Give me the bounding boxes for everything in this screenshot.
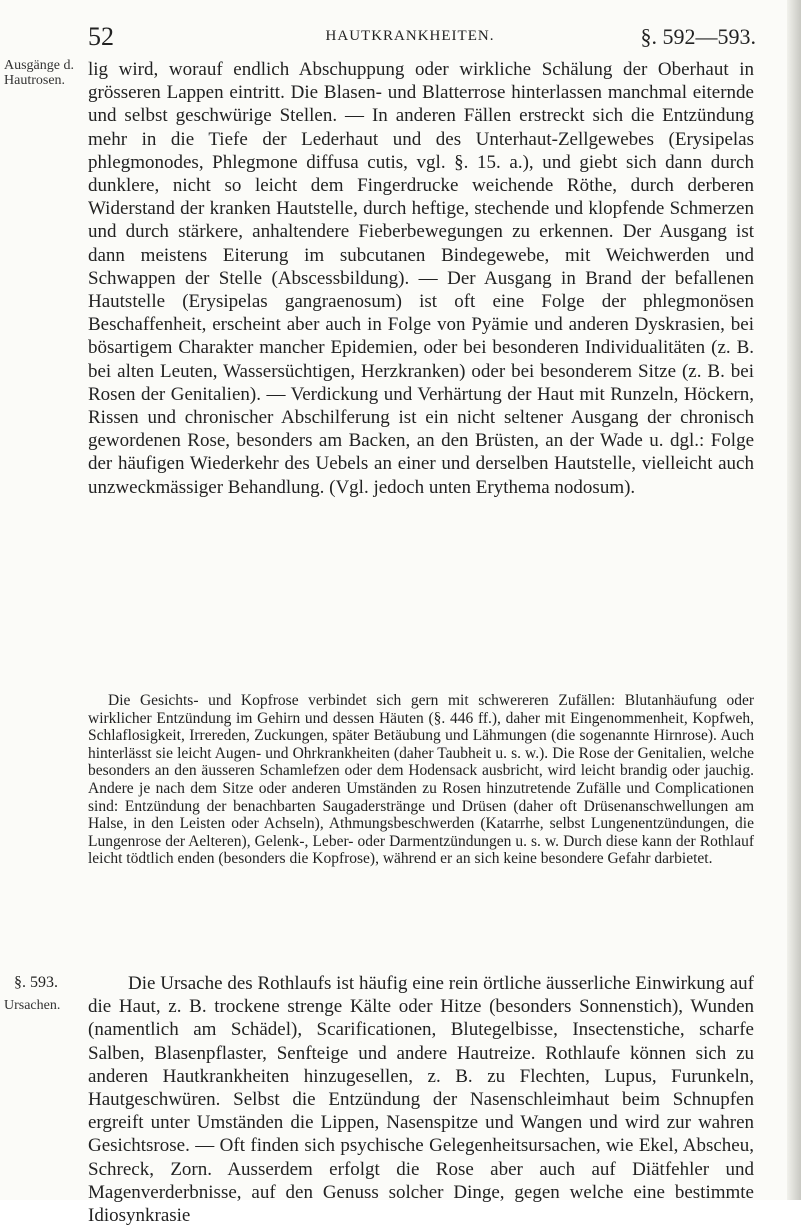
running-title: HAUTKRANKHEITEN. — [325, 28, 495, 44]
margin-note-ursachen: Ursachen. — [4, 998, 61, 1013]
paragraph-ausgaenge: lig wird, worauf endlich Abschuppung oder wirkliche Schälung der Oberhaut in grösseren Lappen eintritt. Die Blasen- und Blatterrose hinterlassen manchmal eiternde und selbst geschwürige Stellen. — In anderen Fällen erstreckt sich die Entzündung mehr in die Tiefe der Lederhaut und des Unterhaut-Zellgewebes (Erysipelas phlegmonodes, Phlegmone diffusa cutis, vgl. §. 15. a.), und giebt sich dann durch dunklere, nicht so leicht dem Fingerdrucke weichende Röthe, durch derberen Widerstand der kranken Hautstelle, durch heftige, stechende und klopfende Schmerzen und durch stärkere, anhaltendere Fieberbewegungen zu erkennen. Der Ausgang ist dann meistens Eiterung im subcutanen Bindegewebe, mit Weichwerden und Schwappen der Stelle (Abscessbildung). — Der Ausgang in Brand der befallenen Hautstelle (Erysipelas gangraenosum) ist oft eine Folge der phlegmonösen Beschaffenheit, erscheint aber auch in Folge von Pyämie und anderen Dyskrasien, bei bösartigem Charakter mancher Epidemien, oder bei besonderen Individualitäten (z. B. bei alten Leuten, Wassersüchtigen, Herzkranken) oder bei besonderem Sitze (z. B. bei Rosen der Genitalien). — Verdickung und Verhärtung der Haut mit Runzeln, Höckern, Rissen und chronischer Abschilferung ist ein nicht seltener Ausgang der chronisch gewordenen Rose, besonders am Backen, an den Brüsten, an der Wade u. dgl.: Folge der häufigen Wiederkehr des Uebels an einer und derselben Hautstelle, vielleicht auch unzweckmässiger Behandlung. (Vgl. jedoch unten Erythema nodosum). — [88, 59, 754, 498]
page-edge — [787, 0, 801, 1200]
section-593-block — [88, 972, 754, 1227]
margin-note-ausgaenge: Ausgänge d. Hautrosen. — [4, 58, 74, 88]
section-593-mark: §. 593. — [14, 974, 58, 991]
small-print-paragraph: Die Gesichts- und Kopfrose verbindet sich gern mit schwereren Zufällen: Blutanhäufung oder wirklicher Entzündung im Gehirn und dessen Häuten (§. 446 ff.), daher mit Eingenommenheit, Kopfweh, Schlaflosigkeit, Irrereden, Zuckungen, später Betäubung und Lähmungen (die sogenannte Hirnrose). Auch hinterlässt sie leicht Augen- und Ohrkrankheiten (daher Taubheit u. s. w.). Die Rose der Genitalien, welche besonders an den äusseren Schamlefzen oder dem Hodensack ausbricht, wird leicht brandig oder jauchig. Andere je nach dem Sitze oder anderen Umständen zu Rosen hinzutretende Zufälle und Complicationen sind: Entzündung der benachbarten Saugaderstränge und Drüsen (daher oft Drüsenanschwellungen am Halse, in den Leisten oder Achseln), Athmungsbeschwerden (Katarrhe, selbst Lungenentzündungen, die Lungenrose der Aelteren), Gelenk-, Leber- oder Darmentzündungen u. s. w. Durch diese kann der Rothlauf leicht tödtlich enden (besonders die Kopfrose), während er an sich keine besondere Gefahr darbietet. — [88, 692, 754, 868]
small-print-block — [88, 692, 754, 868]
section-range: §. 592—593. — [640, 24, 756, 49]
main-paragraph — [88, 58, 754, 499]
page-number: 52 — [88, 22, 114, 51]
page-header — [60, 18, 760, 52]
paragraph-ursachen: Die Ursache des Rothlaufs ist häufig eine rein örtliche äusserliche Einwirkung auf die Haut, z. B. trockene strenge Kälte oder Hitze (besonders Sonnenstich), Wunden (namentlich am Schädel), Scarificationen, Blutegelbisse, Insectenstiche, scharfe Salben, Blasenpflaster, Senfteige und andere Hautreize. Rothlaufe können sich zu anderen Hautkrankheiten hinzugesellen, z. B. zu Flechten, Lupus, Furunkeln, Hautgeschwüren. Selbst die Entzündung der Nasenschleimhaut beim Schnupfen ergreift unter Umständen die Lippen, Nasenspitze und Wangen und wird zur wahren Gesichtsrose. — Oft finden sich psychische Gelegenheitsursachen, wie Ekel, Abscheu, Schreck, Zorn. Ausserdem erfolgt die Rose aber auch auf Diätfehler und Magenverderbnisse, auf den Genuss solcher Dinge, gegen welche eine bestimmte Idiosynkrasie — [88, 973, 754, 1227]
